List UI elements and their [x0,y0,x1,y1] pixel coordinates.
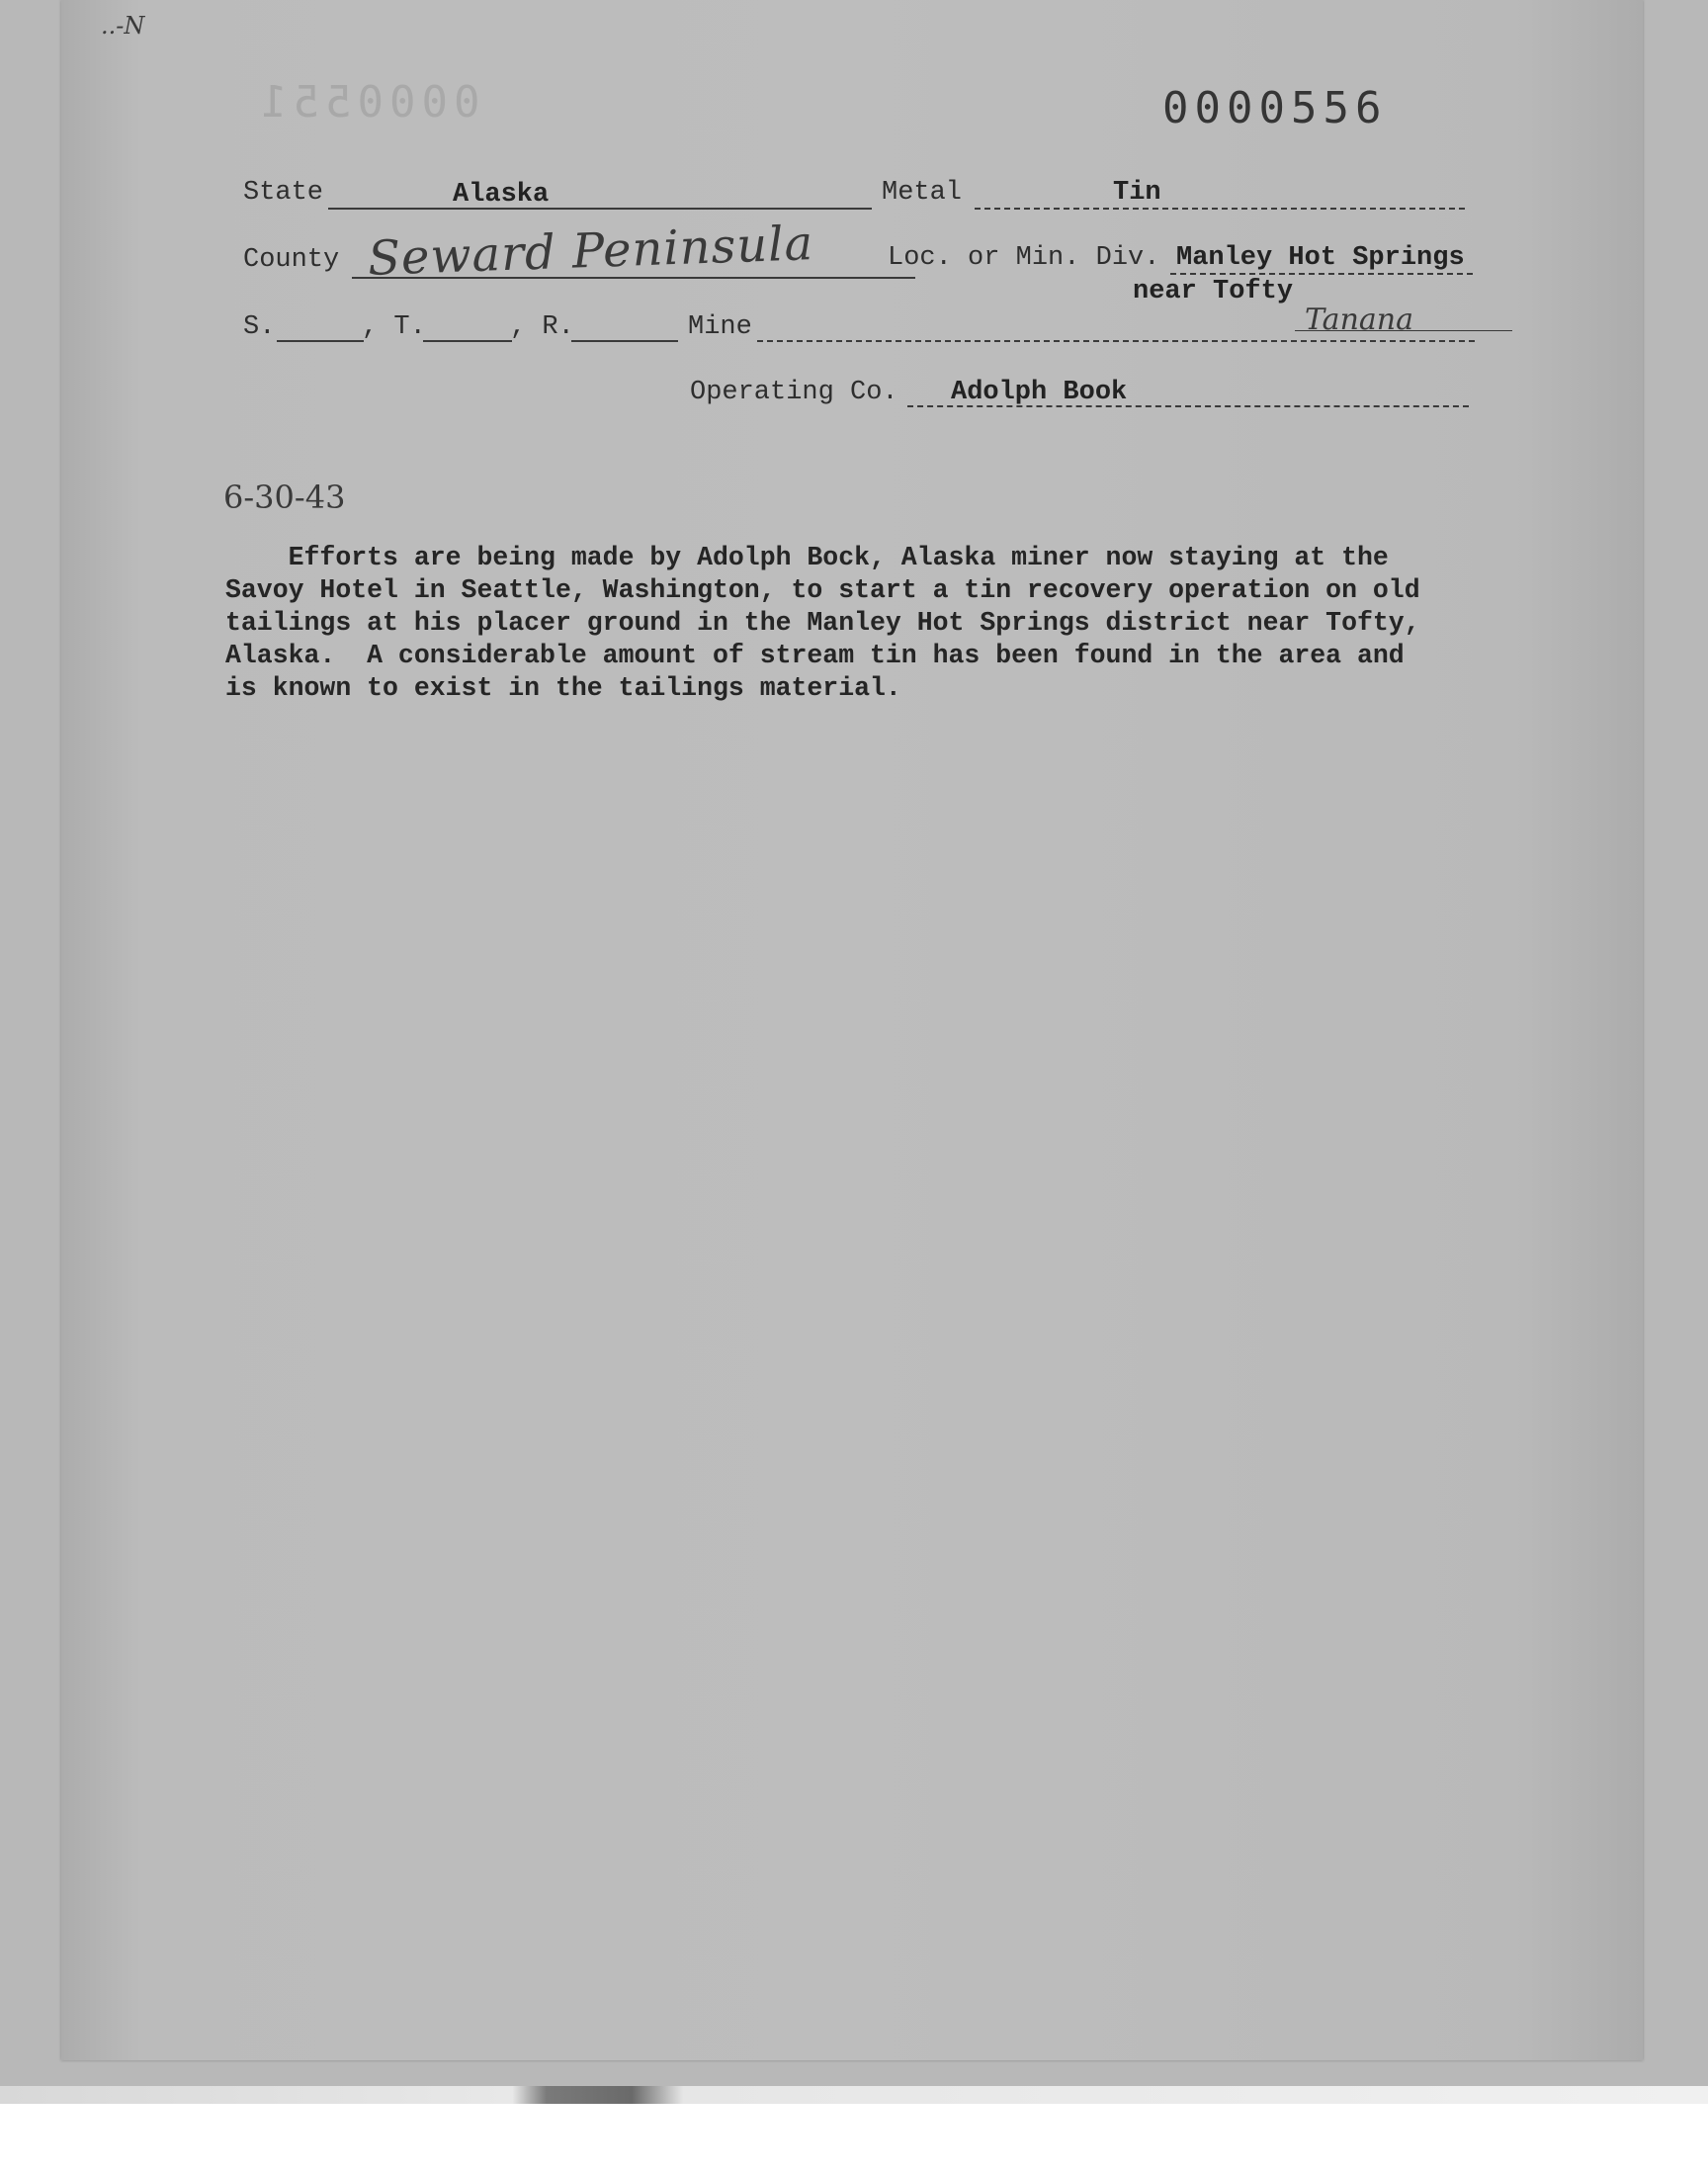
metal-label: Metal [882,178,963,208]
body-line: Efforts are being made by Adolph Bock, Alaska miner now staying at the [225,543,1389,572]
state-label: State [243,178,324,208]
corner-mark: ..-N [101,12,145,40]
body-line: tailings at his placer ground in the Manley Hot Springs district near Tofty, [225,608,1420,638]
metal-value: Tin [1113,178,1161,208]
report-body [225,542,1510,705]
metal-rule [975,208,1465,210]
county-value-handwritten: Seward Peninsula [367,216,815,287]
state-rule [328,208,872,210]
loc-value-line1: Manley Hot Springs [1176,243,1465,273]
section-label: S. [243,312,276,342]
mine-handwritten-underline [1295,330,1512,331]
loc-label: Loc. or Min. Div. [888,243,1160,273]
mine-value-handwritten: Tanana [1305,303,1413,337]
ghost-stamp-number: 0000551 [255,77,480,128]
scan-edge-strip [0,2086,1708,2104]
operating-co-label: Operating Co. [690,378,898,407]
loc-rule [1170,273,1473,275]
body-line: is known to exist in the tailings material. [225,673,901,703]
body-line: Savoy Hotel in Seattle, Washington, to start a tin recovery operation on old [225,575,1420,605]
mine-label: Mine [688,312,752,342]
state-value: Alaska [453,180,550,210]
document-number: 0000556 [1162,83,1388,133]
range-label: , R. [510,312,574,342]
township-label: , T. [362,312,426,342]
loc-value-line2: near Tofty [1133,277,1294,306]
township-rule [423,340,512,342]
operating-co-value: Adolph Book [951,378,1128,407]
body-line: Alaska. A considerable amount of stream tin has been found in the area and [225,641,1405,670]
county-label: County [243,245,340,275]
section-rule [277,340,364,342]
date-handwritten: 6-30-43 [223,478,346,516]
mine-rule [757,340,1475,342]
range-rule [571,340,678,342]
